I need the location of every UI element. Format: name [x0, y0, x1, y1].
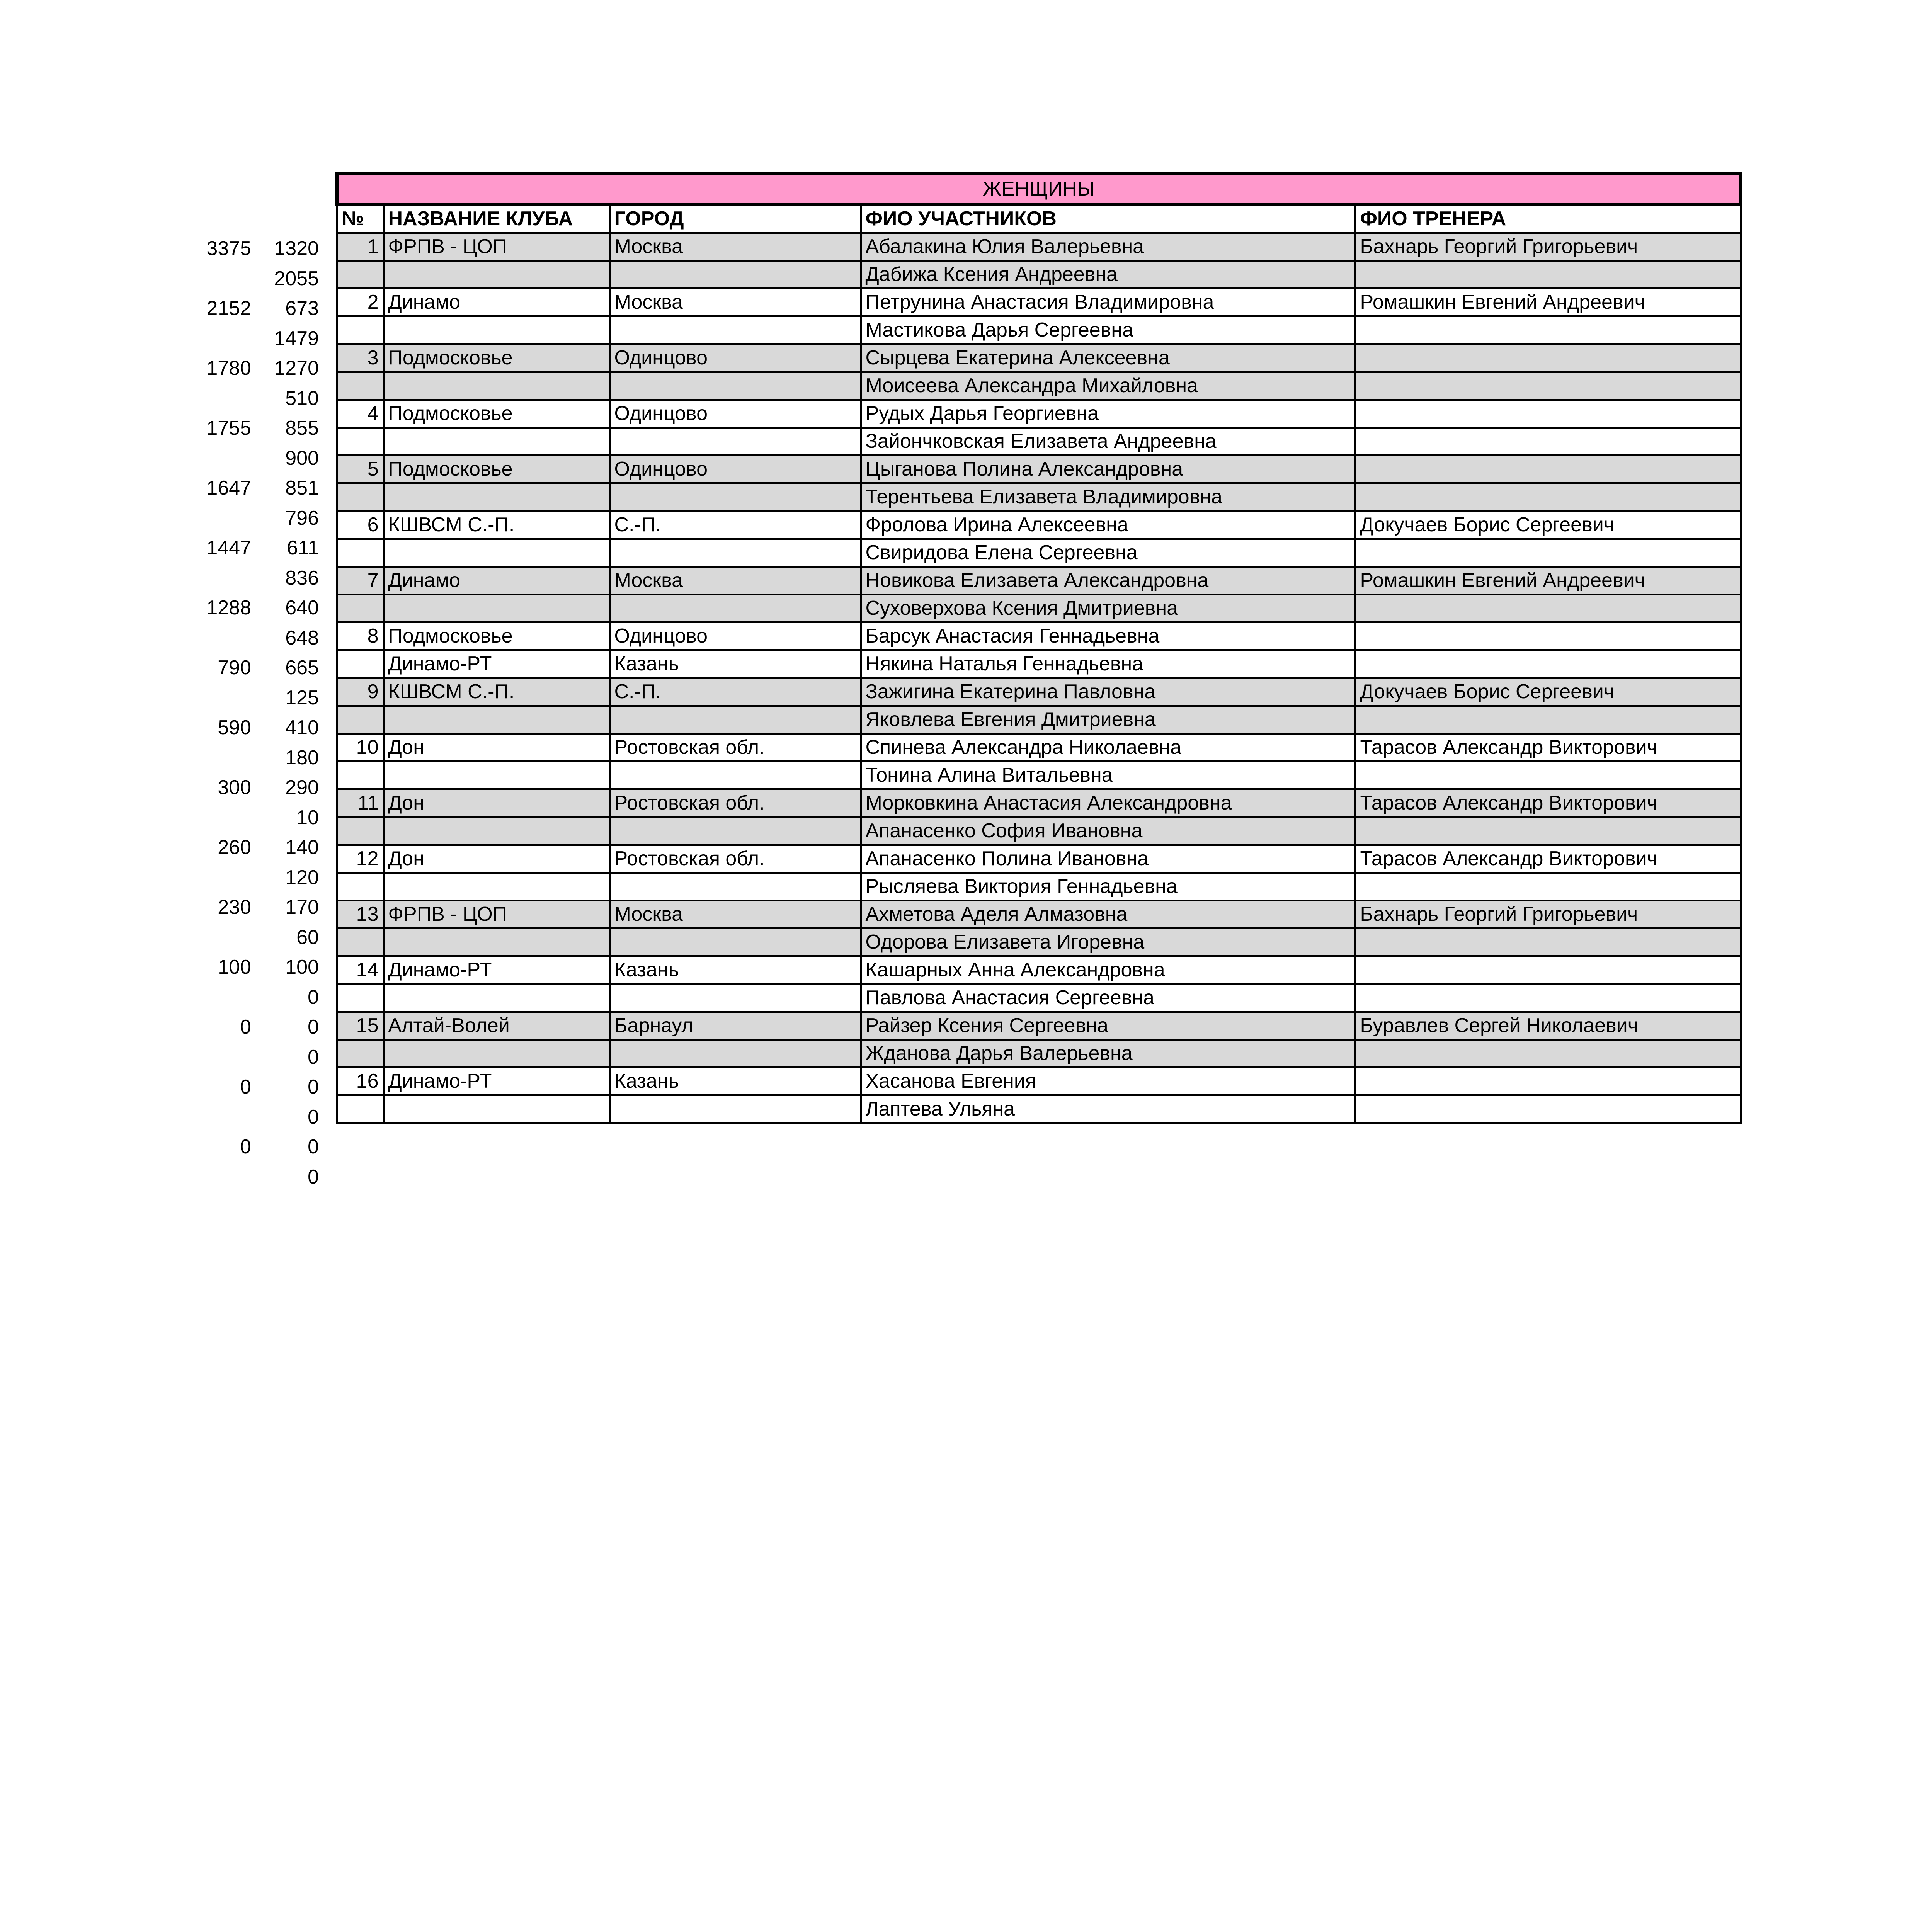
- cell-coach: [1355, 400, 1741, 428]
- cell-participant: Павлова Анастасия Сергеевна: [861, 984, 1355, 1012]
- cell-city: Одинцово: [609, 456, 861, 483]
- team-total: 590: [218, 716, 251, 739]
- cell-participant: Моисеева Александра Михайловна: [861, 372, 1355, 400]
- cell-participant: Жданова Дарья Валерьевна: [861, 1040, 1355, 1068]
- side-row: [185, 743, 319, 773]
- cell-num: 2: [337, 289, 383, 316]
- cell-city: [609, 372, 861, 400]
- team-total: 790: [218, 656, 251, 679]
- cell-coach: Ромашкин Евгений Андреевич: [1355, 567, 1741, 595]
- cell-num: [337, 817, 383, 845]
- side-row: [185, 713, 319, 743]
- table-row: [337, 845, 1741, 873]
- cell-num: [337, 1040, 383, 1068]
- cell-num: [337, 483, 383, 511]
- side-row: [185, 773, 319, 803]
- player-points: 120: [285, 866, 319, 889]
- cell-num: 11: [337, 789, 383, 817]
- player-points: 140: [285, 836, 319, 859]
- cell-num: [337, 984, 383, 1012]
- cell-num: 12: [337, 845, 383, 873]
- cell-club: Дон: [383, 734, 609, 762]
- cell-participant: Зайончковская Елизавета Андреевна: [861, 428, 1355, 456]
- cell-participant: Абалакина Юлия Валерьевна: [861, 233, 1355, 261]
- cell-participant: Дабижа Ксения Андреевна: [861, 261, 1355, 289]
- player-points: 836: [285, 566, 319, 589]
- side-row: [185, 473, 319, 503]
- cell-coach: [1355, 762, 1741, 789]
- cell-participant: Апанасенко София Ивановна: [861, 817, 1355, 845]
- side-row: [185, 833, 319, 863]
- cell-city: Москва: [609, 567, 861, 595]
- table-row: [337, 901, 1741, 929]
- cell-participant: Лаптева Ульяна: [861, 1095, 1355, 1123]
- cell-coach: [1355, 650, 1741, 678]
- table-row: [337, 1095, 1741, 1123]
- side-row: [185, 952, 319, 983]
- cell-city: Одинцово: [609, 400, 861, 428]
- cell-coach: [1355, 372, 1741, 400]
- cell-num: 16: [337, 1068, 383, 1095]
- player-points: 796: [285, 507, 319, 529]
- cell-city: [609, 1040, 861, 1068]
- cell-city: [609, 984, 861, 1012]
- player-points: 1270: [274, 357, 319, 379]
- cell-coach: Ромашкин Евгений Андреевич: [1355, 289, 1741, 316]
- cell-participant: Барсук Анастасия Геннадьевна: [861, 622, 1355, 650]
- cell-coach: Бахнарь Георгий Григорьевич: [1355, 233, 1741, 261]
- team-total: 300: [218, 776, 251, 799]
- player-points: 125: [285, 686, 319, 709]
- cell-num: 10: [337, 734, 383, 762]
- table-row: [337, 400, 1741, 428]
- cell-city: [609, 539, 861, 567]
- side-row: [185, 1072, 319, 1102]
- cell-club: Дон: [383, 789, 609, 817]
- cell-participant: Мастикова Дарья Сергеевна: [861, 316, 1355, 344]
- cell-club: [383, 261, 609, 289]
- cell-club: ФРПВ - ЦОП: [383, 233, 609, 261]
- cell-city: Ростовская обл.: [609, 789, 861, 817]
- cell-club: [383, 428, 609, 456]
- cell-city: Москва: [609, 233, 861, 261]
- cell-club: [383, 595, 609, 622]
- team-total: 2152: [206, 297, 251, 320]
- side-row: [185, 1012, 319, 1043]
- side-row: [185, 533, 319, 563]
- cell-num: [337, 539, 383, 567]
- cell-city: [609, 483, 861, 511]
- cell-city: Казань: [609, 650, 861, 678]
- cell-city: Казань: [609, 956, 861, 984]
- cell-num: 8: [337, 622, 383, 650]
- cell-coach: [1355, 1040, 1741, 1068]
- cell-city: [609, 1095, 861, 1123]
- team-total: 3375: [206, 237, 251, 260]
- cell-city: [609, 929, 861, 956]
- cell-participant: Одорова Елизавета Игоревна: [861, 929, 1355, 956]
- player-points: 0: [308, 1046, 319, 1068]
- cell-participant: Терентьева Елизавета Владимировна: [861, 483, 1355, 511]
- cell-club: [383, 817, 609, 845]
- cell-city: Казань: [609, 1068, 861, 1095]
- player-points: 648: [285, 626, 319, 649]
- cell-coach: [1355, 316, 1741, 344]
- cell-club: Подмосковье: [383, 456, 609, 483]
- cell-coach: [1355, 344, 1741, 372]
- table-row: [337, 622, 1741, 650]
- cell-coach: Буравлев Сергей Николаевич: [1355, 1012, 1741, 1040]
- cell-city: [609, 873, 861, 901]
- cell-participant: Свиридова Елена Сергеевна: [861, 539, 1355, 567]
- table-row: [337, 734, 1741, 762]
- side-row: [185, 384, 319, 414]
- cell-num: 15: [337, 1012, 383, 1040]
- cell-club: Динамо-РТ: [383, 650, 609, 678]
- cell-city: [609, 316, 861, 344]
- cell-club: Динамо: [383, 289, 609, 316]
- cell-city: [609, 595, 861, 622]
- side-row: [185, 893, 319, 923]
- team-total: 1755: [206, 417, 251, 439]
- cell-participant: Суховерхова Ксения Дмитриевна: [861, 595, 1355, 622]
- cell-club: [383, 706, 609, 734]
- cell-num: 14: [337, 956, 383, 984]
- player-points: 0: [308, 986, 319, 1009]
- cell-num: [337, 372, 383, 400]
- table-row: [337, 1040, 1741, 1068]
- cell-participant: Морковкина Анастасия Александровна: [861, 789, 1355, 817]
- cell-coach: Тарасов Александр Викторович: [1355, 845, 1741, 873]
- side-row: [185, 413, 319, 444]
- cell-num: [337, 316, 383, 344]
- side-row: [185, 653, 319, 683]
- cell-coach: [1355, 817, 1741, 845]
- cell-coach: [1355, 539, 1741, 567]
- cell-club: Динамо: [383, 567, 609, 595]
- cell-club: [383, 1040, 609, 1068]
- player-points: 851: [285, 477, 319, 499]
- side-row: [185, 294, 319, 324]
- cell-coach: [1355, 428, 1741, 456]
- side-row: [185, 623, 319, 653]
- cell-coach: [1355, 929, 1741, 956]
- cell-coach: Докучаев Борис Сергеевич: [1355, 678, 1741, 706]
- cell-num: 6: [337, 511, 383, 539]
- team-total: 1780: [206, 357, 251, 379]
- player-points: 180: [285, 746, 319, 769]
- cell-participant: Яковлева Евгения Дмитриевна: [861, 706, 1355, 734]
- player-points: 100: [285, 956, 319, 978]
- team-total: 0: [240, 1076, 251, 1098]
- side-row: [185, 593, 319, 623]
- cell-city: Одинцово: [609, 622, 861, 650]
- cell-club: Подмосковье: [383, 344, 609, 372]
- cell-num: 1: [337, 233, 383, 261]
- cell-participant: Рысляева Виктория Геннадьевна: [861, 873, 1355, 901]
- table-row: [337, 567, 1741, 595]
- cell-num: [337, 428, 383, 456]
- cell-num: 13: [337, 901, 383, 929]
- table-row: [337, 344, 1741, 372]
- cell-city: Ростовская обл.: [609, 734, 861, 762]
- player-points: 640: [285, 597, 319, 619]
- player-points: 855: [285, 417, 319, 439]
- cell-coach: [1355, 873, 1741, 901]
- side-row: [185, 234, 319, 264]
- cell-club: [383, 873, 609, 901]
- table-row: [337, 789, 1741, 817]
- cell-club: [383, 372, 609, 400]
- player-points: 2055: [274, 267, 319, 290]
- table-row: [337, 483, 1741, 511]
- player-points: 673: [285, 297, 319, 320]
- side-row: [185, 563, 319, 594]
- team-total: 1447: [206, 537, 251, 559]
- side-row: [185, 503, 319, 534]
- table-row: [337, 678, 1741, 706]
- table-row: [337, 511, 1741, 539]
- cell-club: Динамо-РТ: [383, 1068, 609, 1095]
- table-row: [337, 428, 1741, 456]
- cell-participant: Тонина Алина Витальевна: [861, 762, 1355, 789]
- player-points: 900: [285, 447, 319, 469]
- title-row: [337, 173, 1741, 204]
- cell-num: 7: [337, 567, 383, 595]
- cell-club: [383, 984, 609, 1012]
- player-points: 1320: [274, 237, 319, 260]
- cell-city: [609, 261, 861, 289]
- cell-club: Дон: [383, 845, 609, 873]
- table-row: [337, 289, 1741, 316]
- table-row: [337, 929, 1741, 956]
- cell-city: Ростовская обл.: [609, 845, 861, 873]
- cell-coach: Бахнарь Георгий Григорьевич: [1355, 901, 1741, 929]
- player-points: 0: [308, 1016, 319, 1038]
- side-row: [185, 863, 319, 893]
- cell-num: [337, 1095, 383, 1123]
- cell-club: Динамо-РТ: [383, 956, 609, 984]
- table-title: ЖЕНЩИНЫ: [337, 173, 1741, 204]
- cell-num: 9: [337, 678, 383, 706]
- side-row: [185, 983, 319, 1013]
- side-row: [185, 923, 319, 953]
- player-points: 60: [296, 926, 319, 949]
- cell-coach: [1355, 456, 1741, 483]
- cell-participant: Сырцева Екатерина Алексеевна: [861, 344, 1355, 372]
- cell-participant: Зажигина Екатерина Павловна: [861, 678, 1355, 706]
- team-total: 1288: [206, 597, 251, 619]
- cell-num: [337, 929, 383, 956]
- cell-participant: Новикова Елизавета Александровна: [861, 567, 1355, 595]
- cell-coach: Тарасов Александр Викторович: [1355, 734, 1741, 762]
- cell-participant: Хасанова Евгения: [861, 1068, 1355, 1095]
- cell-city: С.-П.: [609, 678, 861, 706]
- header-city: ГОРОД: [609, 204, 861, 233]
- cell-coach: [1355, 261, 1741, 289]
- cell-club: КШВСМ С.-П.: [383, 511, 609, 539]
- cell-club: [383, 539, 609, 567]
- player-points: 0: [308, 1105, 319, 1128]
- cell-num: [337, 706, 383, 734]
- player-points: 0: [308, 1165, 319, 1188]
- cell-num: [337, 873, 383, 901]
- cell-club: Подмосковье: [383, 400, 609, 428]
- table-row: [337, 1012, 1741, 1040]
- table-row: [337, 873, 1741, 901]
- player-points: 611: [287, 537, 319, 559]
- side-row: [185, 354, 319, 384]
- header-num: №: [337, 204, 383, 233]
- header-row: [337, 204, 1741, 233]
- side-row: [185, 803, 319, 833]
- table-row: [337, 372, 1741, 400]
- cell-participant: Кашарных Анна Александровна: [861, 956, 1355, 984]
- cell-city: Москва: [609, 901, 861, 929]
- header-participants: ФИО УЧАСТНИКОВ: [861, 204, 1355, 233]
- table-row: [337, 539, 1741, 567]
- header-club: НАЗВАНИЕ КЛУБА: [383, 204, 609, 233]
- cell-num: [337, 595, 383, 622]
- cell-club: ФРПВ - ЦОП: [383, 901, 609, 929]
- cell-city: [609, 762, 861, 789]
- cell-participant: Спинева Александра Николаевна: [861, 734, 1355, 762]
- side-row: [185, 444, 319, 474]
- team-total: 1647: [206, 477, 251, 499]
- side-row: [185, 324, 319, 354]
- cell-coach: [1355, 483, 1741, 511]
- cell-participant: Петрунина Анастасия Владимировна: [861, 289, 1355, 316]
- cell-num: [337, 762, 383, 789]
- table-row: [337, 984, 1741, 1012]
- table-row: [337, 261, 1741, 289]
- team-total: 0: [240, 1136, 251, 1158]
- team-total: 260: [218, 836, 251, 859]
- player-points: 665: [285, 656, 319, 679]
- cell-city: Москва: [609, 289, 861, 316]
- team-total: 100: [218, 956, 251, 978]
- side-row: [185, 264, 319, 294]
- table-row: [337, 956, 1741, 984]
- cell-coach: [1355, 956, 1741, 984]
- player-points: 170: [285, 896, 319, 918]
- table-row: [337, 233, 1741, 261]
- team-total: 230: [218, 896, 251, 918]
- table-row: [337, 762, 1741, 789]
- player-points: 290: [285, 776, 319, 799]
- side-row: [185, 683, 319, 713]
- player-points: 510: [285, 387, 319, 410]
- cell-coach: [1355, 595, 1741, 622]
- cell-coach: [1355, 984, 1741, 1012]
- cell-club: [383, 483, 609, 511]
- cell-participant: Цыганова Полина Александровна: [861, 456, 1355, 483]
- cell-participant: Някина Наталья Геннадьевна: [861, 650, 1355, 678]
- side-row: [185, 1162, 319, 1192]
- cell-club: [383, 1095, 609, 1123]
- table-row: [337, 1068, 1741, 1095]
- cell-coach: [1355, 706, 1741, 734]
- cell-city: С.-П.: [609, 511, 861, 539]
- cell-city: Барнаул: [609, 1012, 861, 1040]
- cell-num: [337, 261, 383, 289]
- player-points: 1479: [274, 327, 319, 350]
- table-row: [337, 316, 1741, 344]
- side-row: [185, 1132, 319, 1162]
- cell-participant: Апанасенко Полина Ивановна: [861, 845, 1355, 873]
- cell-city: Одинцово: [609, 344, 861, 372]
- table-row: [337, 706, 1741, 734]
- player-points: 410: [285, 716, 319, 739]
- results-table: [335, 172, 1742, 1124]
- player-points: 10: [296, 806, 319, 829]
- table-row: [337, 650, 1741, 678]
- cell-club: Подмосковье: [383, 622, 609, 650]
- cell-club: [383, 762, 609, 789]
- cell-num: 3: [337, 344, 383, 372]
- cell-participant: Рудых Дарья Георгиевна: [861, 400, 1355, 428]
- player-points: 0: [308, 1076, 319, 1098]
- cell-num: 4: [337, 400, 383, 428]
- cell-city: [609, 817, 861, 845]
- side-row: [185, 1043, 319, 1073]
- side-row: [185, 1102, 319, 1133]
- cell-num: [337, 650, 383, 678]
- cell-coach: Тарасов Александр Викторович: [1355, 789, 1741, 817]
- cell-club: Алтай-Волей: [383, 1012, 609, 1040]
- cell-coach: [1355, 1068, 1741, 1095]
- cell-coach: Докучаев Борис Сергеевич: [1355, 511, 1741, 539]
- table-row: [337, 456, 1741, 483]
- cell-club: [383, 929, 609, 956]
- cell-participant: Фролова Ирина Алексеевна: [861, 511, 1355, 539]
- header-coach: ФИО ТРЕНЕРА: [1355, 204, 1741, 233]
- score-side-column: [185, 234, 319, 1192]
- cell-coach: [1355, 1095, 1741, 1123]
- cell-city: [609, 706, 861, 734]
- player-points: 0: [308, 1136, 319, 1158]
- cell-num: 5: [337, 456, 383, 483]
- table-row: [337, 817, 1741, 845]
- cell-coach: [1355, 622, 1741, 650]
- cell-club: [383, 316, 609, 344]
- cell-participant: Райзер Ксения Сергеевна: [861, 1012, 1355, 1040]
- team-total: 0: [240, 1016, 251, 1038]
- cell-city: [609, 428, 861, 456]
- table-row: [337, 595, 1741, 622]
- cell-club: КШВСМ С.-П.: [383, 678, 609, 706]
- cell-participant: Ахметова Аделя Алмазовна: [861, 901, 1355, 929]
